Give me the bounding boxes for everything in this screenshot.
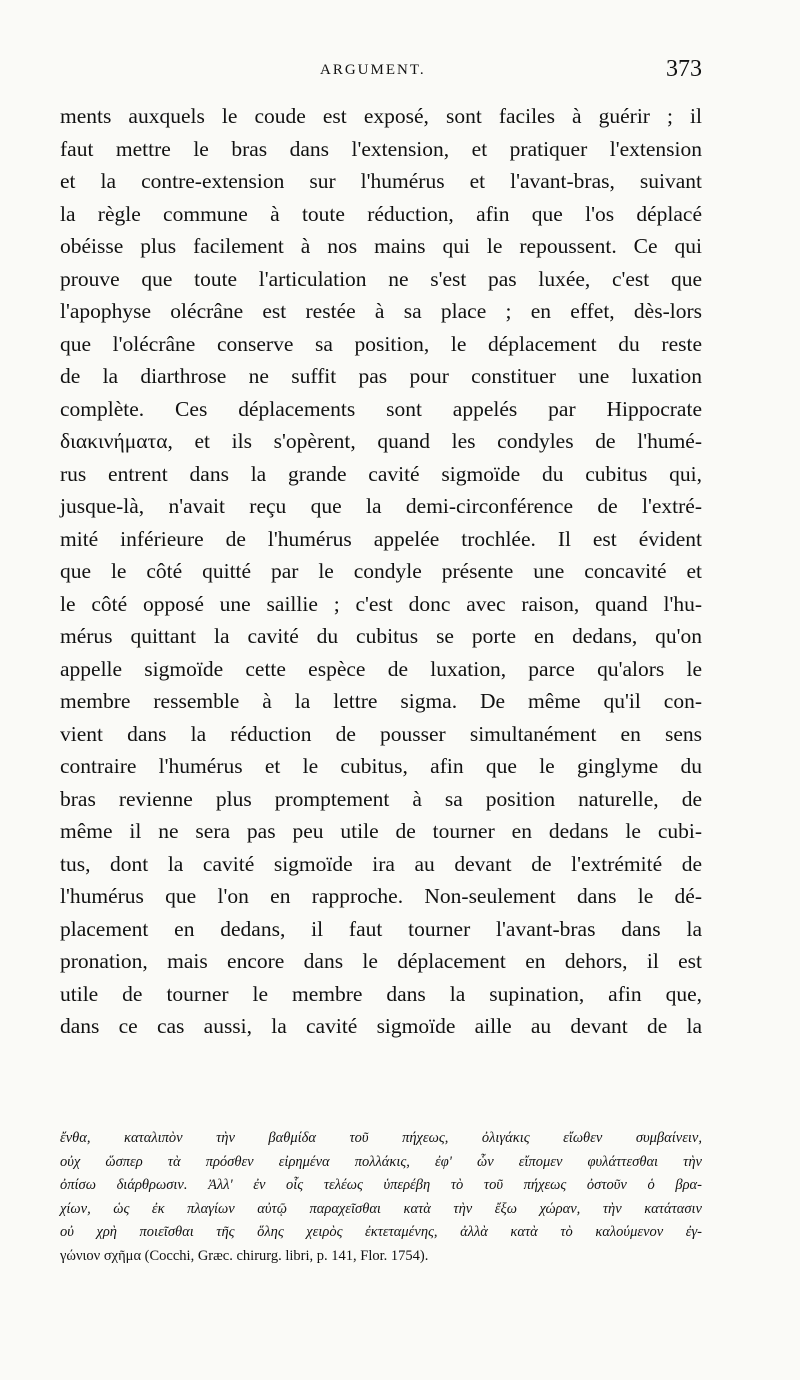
text-line: prouve que toute l'articulation ne s'est pas luxée, c'est que (60, 266, 702, 291)
text-line: obéisse plus facilement à nos mains qui le repoussent. Ce qui (60, 234, 702, 258)
text-line: pronation, mais encore dans le déplacement en dehors, il est (60, 949, 702, 973)
footnote (60, 1127, 702, 1268)
footnote-line: ὀπίσω διάρθρωσιν. Ἀλλ' ἐν οἷς τελέως ὑπερέβη τὸ τοῦ πήχεως ὀστοῦν ὁ βρα- (60, 1177, 702, 1193)
text-line: que le côté quitté par le condyle présente une concavité et (60, 559, 702, 583)
text-line: bras revienne plus promptement à sa position naturelle, de (60, 786, 702, 811)
footnote-line: οὐχ ὥσπερ τὰ πρόσθεν εἰρημένα πολλάκις, ἐφ' ὧν εἴπομεν φυλάττεσθαι τὴν (60, 1153, 702, 1170)
text-line: l'humérus que l'on en rapproche. Non-seulement dans le dé- (60, 884, 702, 908)
text-line: placement en dedans, il faut tourner l'avant-bras dans la (60, 916, 702, 941)
text-line: mérus quittant la cavité du cubitus se porte en dedans, qu'on (60, 624, 702, 648)
text-line: mité inférieure de l'humérus appelée trochlée. Il est évident (60, 526, 702, 551)
text-line: le côté opposé une saillie ; c'est donc avec raison, quand l'hu- (60, 591, 702, 616)
text-line: appelle sigmoïde cette espèce de luxation, parce qu'alors le (60, 656, 702, 681)
text-line: de la diarthrose ne suffit pas pour constituer une luxation (60, 364, 702, 388)
footnote-line: χίων, ὡς ἐκ πλαγίων αὐτῷ παραχεῖσθαι κατὰ τὴν ἔξω χώραν, τὴν κατάτασιν (60, 1200, 702, 1217)
text-line: rus entrent dans la grande cavité sigmoïde du cubitus qui, (60, 461, 702, 486)
text-line: tus, dont la cavité sigmoïde ira au devant de l'extrémité de (60, 851, 702, 876)
running-head: ARGUMENT. (320, 62, 426, 78)
text-line: même il ne sera pas peu utile de tourner en dedans le cubi- (60, 819, 702, 843)
text-line: contraire l'humérus et le cubitus, afin que le ginglyme du (60, 754, 702, 778)
text-line: faut mettre le bras dans l'extension, et pratiquer l'extension (60, 136, 702, 161)
text-line: que l'olécrâne conserve sa position, le déplacement du reste (60, 331, 702, 356)
main-text (60, 100, 702, 1043)
footnote-line: οὐ χρὴ ποιεῖσθαι τῆς ὅλης χειρὸς ἐκτεταμένης, ἀλλὰ κατὰ τὸ καλούμενον ἐγ- (60, 1224, 702, 1240)
footnote-line: γώνιον σχῆμα (Cocchi, Græc. chirurg. libri, p. 141, Flor. 1754). (60, 1247, 429, 1264)
text-line: διακινήματα, et ils s'opèrent, quand les condyles de l'humé- (60, 429, 702, 453)
text-line: ments auxquels le coude est exposé, sont faciles à guérir ; il (60, 104, 702, 128)
text-line: complète. Ces déplacements sont appelés par Hippocrate (60, 396, 702, 421)
text-line: et la contre-extension sur l'humérus et l'avant-bras, suivant (60, 169, 702, 193)
text-line: vient dans la réduction de pousser simultanément en sens (60, 721, 702, 746)
text-line: l'apophyse olécrâne est restée à sa place ; en effet, dès-lors (60, 299, 702, 323)
text-line: jusque-là, n'avait reçu que la demi-circonférence de l'extré- (60, 494, 702, 518)
text-line: utile de tourner le membre dans la supination, afin que, (60, 981, 702, 1006)
page-header (60, 56, 702, 90)
page-number: 373 (666, 56, 702, 82)
text-line: la règle commune à toute réduction, afin que l'os déplacé (60, 201, 702, 226)
footnote-line: ἔνθα, καταλιπὸν τὴν βαθμίδα τοῦ πήχεως, ὀλιγάκις εἴωθεν συμβαίνειν, (60, 1130, 702, 1146)
text-line: membre ressemble à la lettre sigma. De même qu'il con- (60, 689, 702, 713)
text-line: dans ce cas aussi, la cavité sigmoïde aille au devant de la (60, 1014, 702, 1038)
